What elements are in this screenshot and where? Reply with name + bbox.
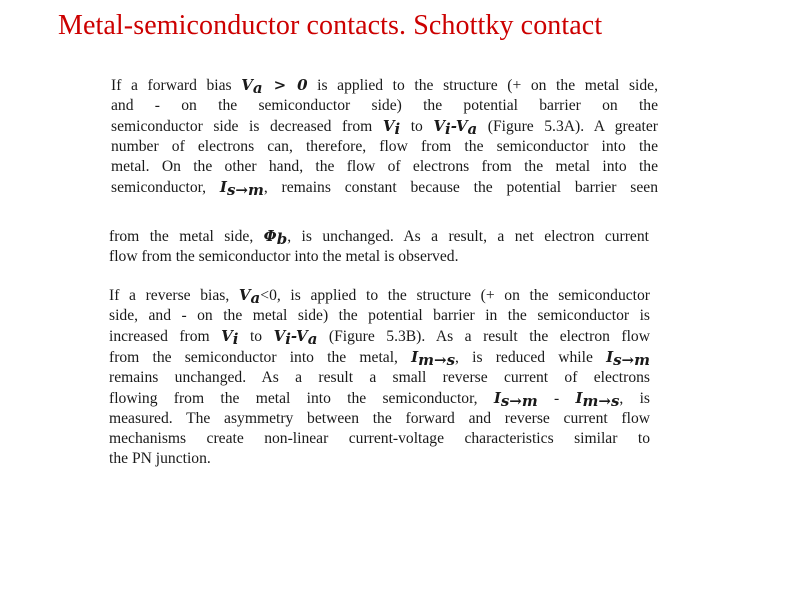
text-line: flow from the semiconductor into the metal is observed.: [109, 248, 459, 265]
text-line: number of electrons can, therefore, flow from the semiconductor into the: [111, 138, 658, 155]
text-line: side, and - on the metal side) the potential barrier in the semiconductor is: [109, 307, 650, 324]
text-line: metal. On the other hand, the flow of electrons from the metal into the: [111, 158, 658, 175]
text-line: semiconductor side is decreased from $V_i$ to $V_i-V_a$ (Figure 5.3A). A greater: [111, 117, 658, 138]
slide-title: Metal-semiconductor contacts. Schottky contact: [58, 10, 603, 41]
text-line: mechanisms create non-linear current-voltage characteristics similar to: [109, 430, 650, 447]
text-line: semiconductor, $I_{s\to m}$, remains constant because the potential barrier seen: [111, 178, 658, 199]
text-line: remains unchanged. As a result a small reverse current of electrons: [109, 369, 650, 386]
text-line: If a forward bias $V_a > 0$ is applied to the structure (+ on the metal side,: [111, 76, 658, 97]
text-line: the PN junction.: [109, 450, 211, 467]
unchanged-barrier-paragraph: [109, 226, 649, 267]
text-line: and - on the semiconductor side) the potential barrier on the: [111, 97, 658, 114]
text-line: from the metal side, $\Phi_b$, is unchanged. As a result, a net electron current: [109, 227, 649, 248]
text-line: flowing from the metal into the semiconductor, $I_{s\to m} - I_{m\to s}$, is: [109, 389, 650, 410]
text-line: If a reverse bias, $V_a<0$, is applied to the structure (+ on the semiconductor: [109, 286, 651, 307]
reverse-bias-paragraph: [109, 285, 650, 469]
text-line: increased from $V_i$ to $V_i-V_a$ (Figure 5.3B). As a result the electron flow: [109, 327, 650, 348]
text-line: from the semiconductor into the metal, $I_{m\to s}$, is reduced while $I_{s\to m}$: [109, 348, 650, 369]
text-line: measured. The asymmetry between the forward and reverse current flow: [109, 410, 650, 427]
forward-bias-paragraph: [111, 75, 658, 198]
